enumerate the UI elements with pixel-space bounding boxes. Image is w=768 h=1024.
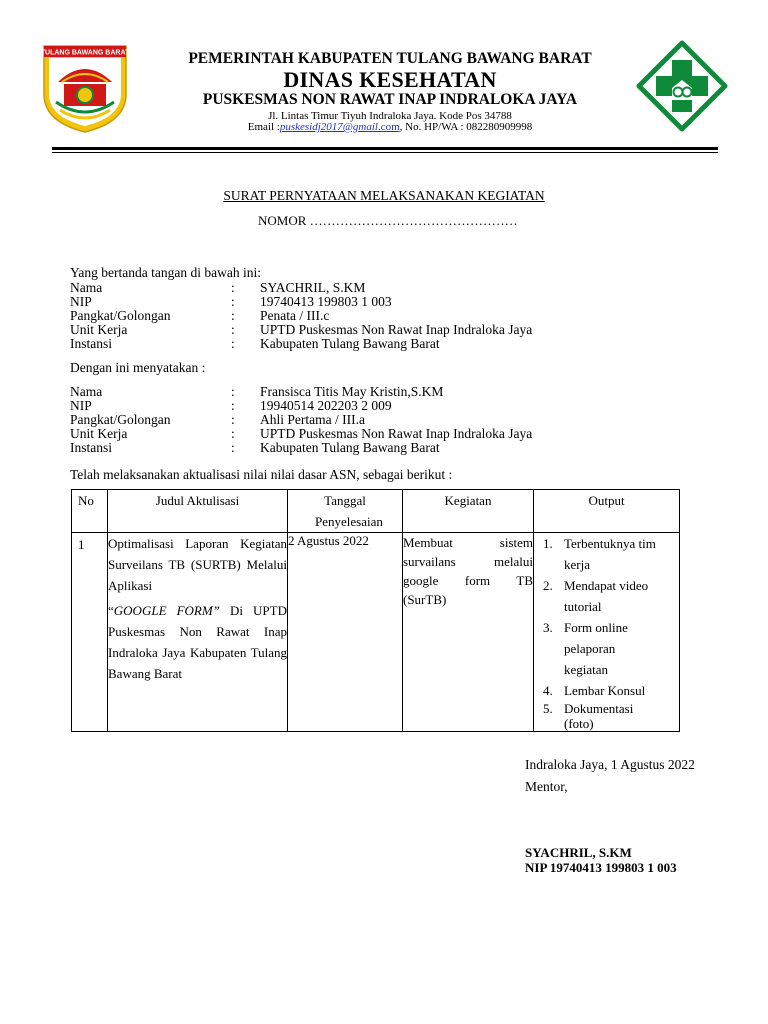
- colon: :: [231, 426, 235, 441]
- intro-text: Yang bertanda tangan di bawah ini:: [70, 265, 261, 280]
- actualization-table: [71, 489, 680, 732]
- field-value: Fransisca Titis May Kristin,S.KM: [260, 384, 444, 399]
- signer-role: Mentor,: [525, 779, 568, 794]
- field-value: UPTD Puskesmas Non Rawat Inap Indraloka Jaya: [260, 322, 533, 337]
- letterhead-address: Jl. Lintas Timur Tiyuh Indraloka Jaya. Kode Pos 34788: [268, 110, 512, 122]
- field-value: UPTD Puskesmas Non Rawat Inap Indraloka Jaya: [260, 426, 533, 441]
- column-header-activity: Kegiatan: [403, 490, 534, 533]
- cell-title: [108, 533, 288, 732]
- field-label: Unit Kerja: [70, 322, 128, 337]
- email-prefix: Email :: [247, 121, 280, 133]
- regency-emblem-logo: [40, 42, 130, 134]
- cell-no: 1: [72, 533, 108, 732]
- column-header-output: Output: [534, 490, 680, 533]
- field-value: Kabupaten Tulang Bawang Barat: [260, 336, 440, 351]
- cell-activity: Membuat sistem survailans melalui google form TB (SurTB): [403, 533, 534, 732]
- signature-block: [525, 754, 695, 798]
- list-item: [556, 533, 679, 575]
- email-link[interactable]: puskesidj2017@gmail: [279, 121, 378, 133]
- signature-name-block: [525, 845, 677, 875]
- output-text: 1. Terbentuknya tim kerja: [564, 536, 656, 572]
- list-item: [556, 680, 679, 701]
- letterhead-government: PEMERINTAH KABUPATEN TULANG BAWANG BARAT: [188, 50, 592, 67]
- column-header-no: No: [72, 490, 108, 533]
- colon: :: [231, 294, 235, 309]
- colon: :: [231, 336, 235, 351]
- letterhead-rule-thick: [52, 147, 718, 150]
- subject-name-row: [70, 384, 710, 399]
- letterhead-office: DINAS KESEHATAN: [283, 67, 497, 92]
- list-item: [556, 617, 679, 680]
- document-title: SURAT PERNYATAAN MELAKSANAKAN KEGIATAN: [223, 188, 545, 203]
- letterhead-contact: [140, 121, 640, 133]
- field-label: Nama: [70, 384, 103, 399]
- colon: :: [231, 322, 235, 337]
- list-item: [556, 575, 679, 617]
- field-label: Instansi: [70, 336, 112, 351]
- signer-institution-row: [70, 336, 710, 351]
- field-label: Pangkat/Golongan: [70, 412, 171, 427]
- title-part-2: [108, 600, 287, 684]
- list-item: [556, 701, 679, 731]
- emblem-label: TULANG BAWANG BARAT: [40, 49, 130, 57]
- field-value: Ahli Pertama / III.a: [260, 412, 365, 427]
- output-text: 3. Form online pelaporan kegiatan: [564, 620, 628, 677]
- subject-unit-row: [70, 426, 710, 441]
- colon: :: [231, 398, 235, 413]
- output-text: 5. Dokumentasi (foto): [564, 701, 634, 731]
- letterhead-puskesmas: PUSKESMAS NON RAWAT INAP INDRALOKA JAYA: [202, 91, 578, 108]
- field-value: 19940514 202203 2 009: [260, 398, 392, 413]
- table-intro-text: Telah melaksanakan aktualisasi nilai nilai dasar ASN, sebagai berikut :: [70, 467, 453, 482]
- field-label: Instansi: [70, 440, 112, 455]
- puskesmas-logo: [636, 40, 728, 132]
- field-label: Unit Kerja: [70, 426, 128, 441]
- signer-rank-row: [70, 308, 710, 323]
- field-value: Kabupaten Tulang Bawang Barat: [260, 440, 440, 455]
- field-label: Nama: [70, 280, 103, 295]
- title-part-1: Optimalisasi Laporan Kegiatan Surveilans TB (SURTB) Melalui Aplikasi: [108, 536, 287, 593]
- subject-institution-row: [70, 440, 710, 455]
- signer-nip-row: [70, 294, 710, 309]
- output-text: 4. Lembar Konsul: [564, 683, 646, 698]
- email-link-domain[interactable]: .com: [377, 121, 400, 133]
- subject-rank-row: [70, 412, 710, 427]
- table-row: [72, 533, 680, 732]
- subject-nip-row: [70, 398, 710, 413]
- signer-name-row: [70, 280, 710, 295]
- quote-mark: “: [108, 603, 114, 618]
- output-text: 2. Mendapat video tutorial: [564, 578, 649, 614]
- table-header-row: [72, 490, 680, 533]
- column-header-title: Judul Aktulisasi: [108, 490, 288, 533]
- signer-nip: NIP 19740413 199803 1 003: [525, 860, 677, 875]
- field-value: 19740413 199803 1 003: [260, 294, 392, 309]
- cell-date: 2 Agustus 2022: [288, 533, 403, 732]
- signer-name: SYACHRIL, S.KM: [525, 845, 632, 860]
- cell-output: [534, 533, 680, 732]
- place-date: Indraloka Jaya, 1 Agustus 2022: [525, 757, 695, 772]
- phone-number: , No. HP/WA : 082280909998: [399, 121, 533, 133]
- title-rest: Di UPTD Puskesmas Non Rawat Inap Indraloka Jaya Kabupaten Tulang Bawang Barat: [108, 603, 287, 681]
- declare-text: Dengan ini menyatakan :: [70, 360, 206, 375]
- document-number: NOMOR …………………………………………: [258, 213, 518, 228]
- colon: :: [231, 308, 235, 323]
- colon: :: [231, 440, 235, 455]
- output-list: [534, 533, 679, 731]
- header-date-text: Tanggal Penyelesaian: [315, 493, 383, 529]
- signer-unit-row: [70, 322, 710, 337]
- title-google-form: GOOGLE FORM”: [113, 603, 220, 618]
- colon: :: [231, 280, 235, 295]
- field-value: SYACHRIL, S.KM: [260, 280, 366, 295]
- letterhead-rule-thin: [52, 152, 718, 153]
- colon: :: [231, 384, 235, 399]
- field-label: NIP: [70, 398, 92, 413]
- column-header-date: [288, 490, 403, 533]
- field-label: Pangkat/Golongan: [70, 308, 171, 323]
- field-label: NIP: [70, 294, 92, 309]
- colon: :: [231, 412, 235, 427]
- field-value: Penata / III.c: [260, 308, 330, 323]
